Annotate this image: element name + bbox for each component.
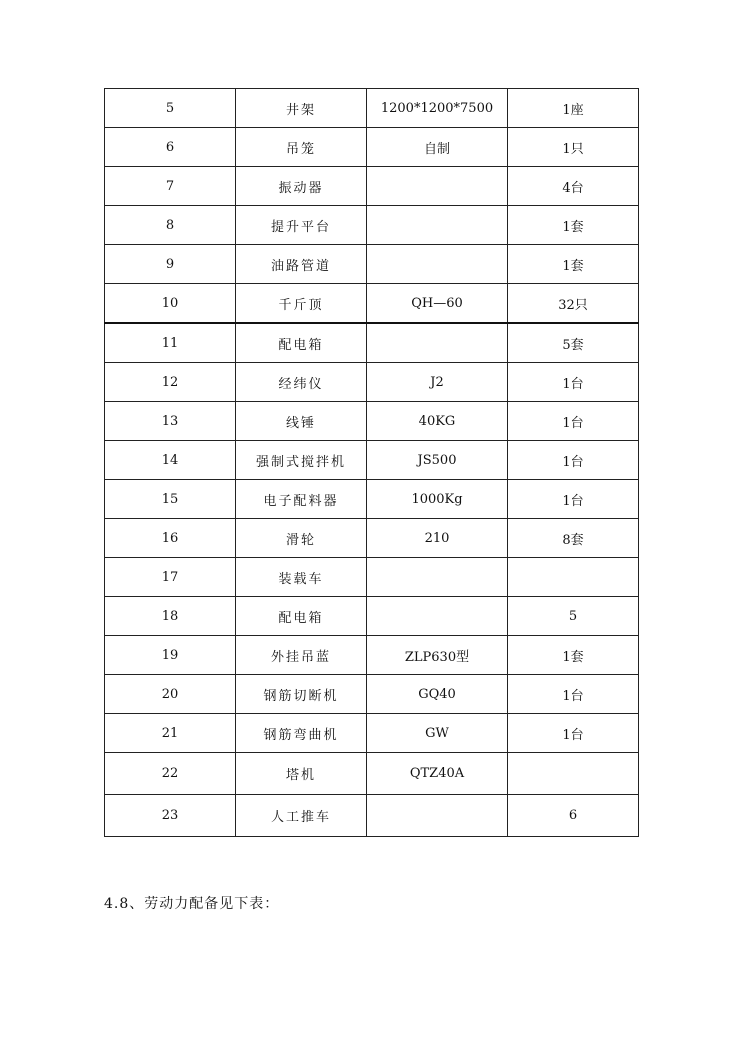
quantity-cell: 1只 bbox=[508, 128, 639, 167]
quantity-cell: 1台 bbox=[508, 675, 639, 714]
equipment-name-cell: 经纬仪 bbox=[236, 363, 367, 402]
table-row bbox=[105, 167, 639, 206]
row-number-cell: 9 bbox=[105, 245, 236, 284]
quantity-cell: 5套 bbox=[508, 323, 639, 363]
specification-cell bbox=[367, 206, 508, 245]
specification-cell: GW bbox=[367, 714, 508, 753]
specification-cell bbox=[367, 167, 508, 206]
table-row bbox=[105, 636, 639, 675]
table-row bbox=[105, 675, 639, 714]
quantity-cell: 1套 bbox=[508, 636, 639, 675]
quantity-cell: 1套 bbox=[508, 245, 639, 284]
table-row bbox=[105, 284, 639, 324]
table-row bbox=[105, 753, 639, 795]
equipment-name-cell: 提升平台 bbox=[236, 206, 367, 245]
specification-cell: QH—60 bbox=[367, 284, 508, 324]
table-row bbox=[105, 402, 639, 441]
table-row bbox=[105, 206, 639, 245]
row-number-cell: 15 bbox=[105, 480, 236, 519]
equipment-name-cell: 外挂吊蓝 bbox=[236, 636, 367, 675]
specification-cell bbox=[367, 597, 508, 636]
row-number-cell: 14 bbox=[105, 441, 236, 480]
specification-cell bbox=[367, 558, 508, 597]
table-row bbox=[105, 597, 639, 636]
equipment-name-cell: 钢筋弯曲机 bbox=[236, 714, 367, 753]
quantity-cell: 1台 bbox=[508, 441, 639, 480]
specification-cell: J2 bbox=[367, 363, 508, 402]
quantity-cell: 1套 bbox=[508, 206, 639, 245]
specification-cell bbox=[367, 795, 508, 837]
specification-cell: 1000Kg bbox=[367, 480, 508, 519]
table-row bbox=[105, 245, 639, 284]
equipment-name-cell: 井架 bbox=[236, 89, 367, 128]
quantity-cell: 1台 bbox=[508, 480, 639, 519]
table-row bbox=[105, 558, 639, 597]
specification-cell: QTZ40A bbox=[367, 753, 508, 795]
quantity-cell bbox=[508, 753, 639, 795]
row-number-cell: 21 bbox=[105, 714, 236, 753]
quantity-cell: 32只 bbox=[508, 284, 639, 324]
specification-cell: ZLP630型 bbox=[367, 636, 508, 675]
equipment-name-cell: 钢筋切断机 bbox=[236, 675, 367, 714]
specification-cell: 1200*1200*7500 bbox=[367, 89, 508, 128]
row-number-cell: 23 bbox=[105, 795, 236, 837]
table-row bbox=[105, 795, 639, 837]
quantity-cell: 1台 bbox=[508, 714, 639, 753]
row-number-cell: 19 bbox=[105, 636, 236, 675]
row-number-cell: 12 bbox=[105, 363, 236, 402]
row-number-cell: 10 bbox=[105, 284, 236, 324]
table-row bbox=[105, 128, 639, 167]
specification-cell: 210 bbox=[367, 519, 508, 558]
table-row bbox=[105, 89, 639, 128]
quantity-cell: 1座 bbox=[508, 89, 639, 128]
specification-cell: GQ40 bbox=[367, 675, 508, 714]
equipment-name-cell: 千斤顶 bbox=[236, 284, 367, 324]
quantity-cell: 4台 bbox=[508, 167, 639, 206]
section-heading: 4.8、劳动力配备见下表： bbox=[104, 896, 280, 912]
equipment-name-cell: 电子配料器 bbox=[236, 480, 367, 519]
row-number-cell: 7 bbox=[105, 167, 236, 206]
row-number-cell: 17 bbox=[105, 558, 236, 597]
specification-cell: JS500 bbox=[367, 441, 508, 480]
row-number-cell: 16 bbox=[105, 519, 236, 558]
equipment-name-cell: 装载车 bbox=[236, 558, 367, 597]
row-number-cell: 6 bbox=[105, 128, 236, 167]
table-row bbox=[105, 519, 639, 558]
row-number-cell: 8 bbox=[105, 206, 236, 245]
specification-cell bbox=[367, 323, 508, 363]
equipment-name-cell: 配电箱 bbox=[236, 597, 367, 636]
row-number-cell: 11 bbox=[105, 323, 236, 363]
quantity-cell: 5 bbox=[508, 597, 639, 636]
specification-cell: 40KG bbox=[367, 402, 508, 441]
equipment-name-cell: 配电箱 bbox=[236, 323, 367, 363]
quantity-cell: 8套 bbox=[508, 519, 639, 558]
table-row bbox=[105, 323, 639, 363]
row-number-cell: 13 bbox=[105, 402, 236, 441]
equipment-name-cell: 吊笼 bbox=[236, 128, 367, 167]
equipment-table-body bbox=[105, 89, 639, 837]
equipment-name-cell: 人工推车 bbox=[236, 795, 367, 837]
equipment-name-cell: 强制式搅拌机 bbox=[236, 441, 367, 480]
equipment-name-cell: 塔机 bbox=[236, 753, 367, 795]
equipment-name-cell: 油路管道 bbox=[236, 245, 367, 284]
quantity-cell bbox=[508, 558, 639, 597]
table-row bbox=[105, 441, 639, 480]
equipment-table bbox=[104, 88, 639, 837]
table-row bbox=[105, 363, 639, 402]
row-number-cell: 20 bbox=[105, 675, 236, 714]
quantity-cell: 6 bbox=[508, 795, 639, 837]
equipment-name-cell: 滑轮 bbox=[236, 519, 367, 558]
table-row bbox=[105, 714, 639, 753]
specification-cell: 自制 bbox=[367, 128, 508, 167]
row-number-cell: 22 bbox=[105, 753, 236, 795]
specification-cell bbox=[367, 245, 508, 284]
row-number-cell: 18 bbox=[105, 597, 236, 636]
quantity-cell: 1台 bbox=[508, 402, 639, 441]
quantity-cell: 1台 bbox=[508, 363, 639, 402]
equipment-name-cell: 线锤 bbox=[236, 402, 367, 441]
row-number-cell: 5 bbox=[105, 89, 236, 128]
equipment-name-cell: 振动器 bbox=[236, 167, 367, 206]
table-row bbox=[105, 480, 639, 519]
